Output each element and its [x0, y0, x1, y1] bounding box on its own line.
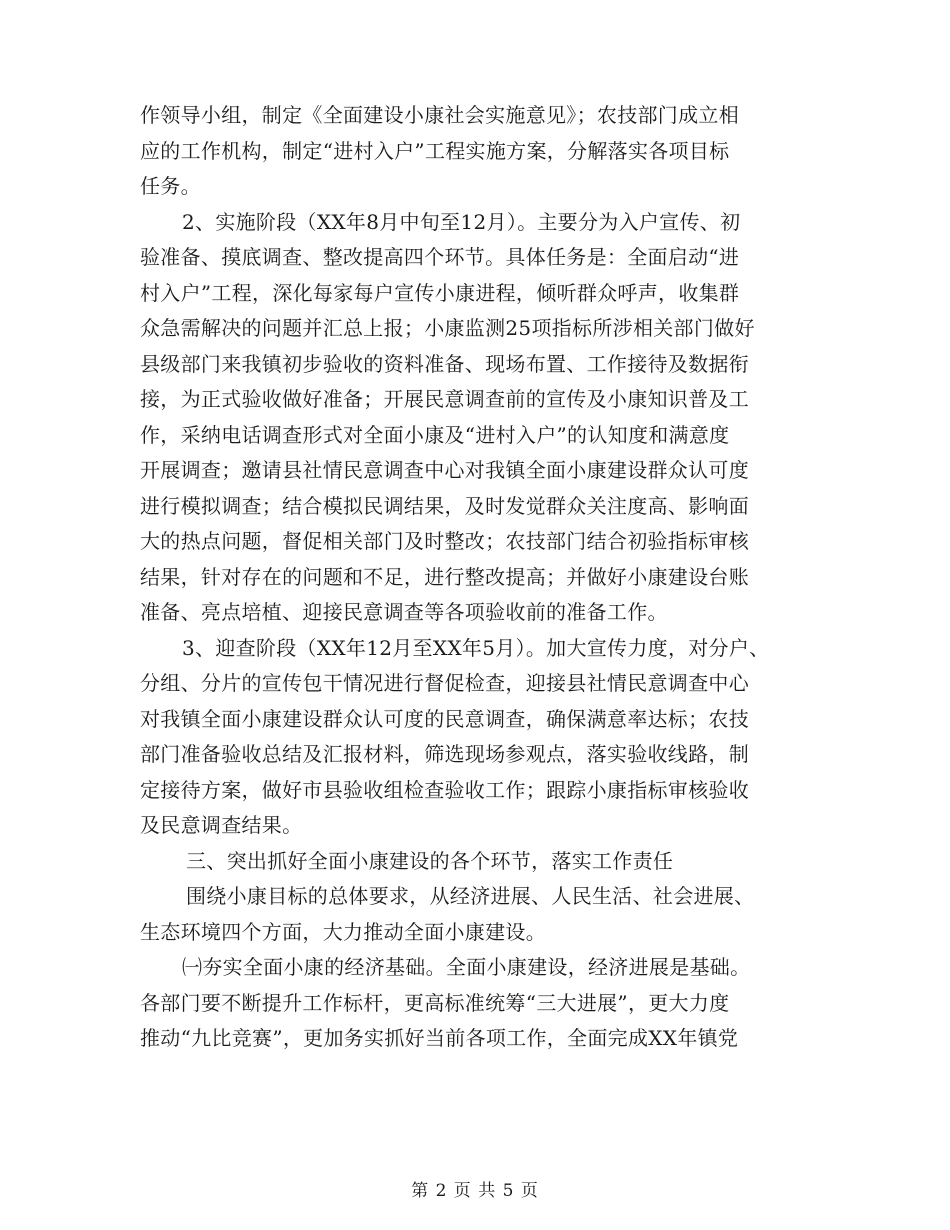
text-line: 县级部门来我镇初步验收的资料准备、现场布置、工作接待及数据衔: [140, 351, 749, 376]
text-line: ㈠夯实全面小康的经济基础。全面小康建设，经济进展是基础。: [182, 955, 751, 979]
paragraph-stage-2: [140, 205, 830, 631]
text-line: 验准备、摸底调查、整改提高四个环节。具体任务是：全面启动“进: [140, 245, 740, 269]
text-line: 大的热点问题，督促相关部门及时整改；农技部门结合初验指标审核: [140, 529, 749, 553]
text-line: 开展调查；邀请县社情民意调查中心对我镇全面小康建设群众认可度: [140, 458, 749, 482]
text-line: 3、迎查阶段（XX年12月至XX年5月）。加大宣传力度，对分户、: [182, 635, 770, 660]
paragraph-section-intro: [140, 879, 830, 950]
text-line: 及民意调查结果。: [140, 813, 303, 837]
text-line: 任务。: [140, 174, 201, 198]
paragraph-continued: [140, 98, 830, 205]
section-heading-text: 三、突出抓好全面小康建设的各个环节，落实工作责任: [186, 848, 674, 873]
text-line: 推动“九比竞赛”，更加务实抓好当前各项工作，全面完成XX年镇党: [140, 1026, 739, 1050]
text-line: 作领导小组，制定《全面建设小康社会实施意见》；农技部门成立相: [140, 103, 739, 127]
text-line: 定接待方案，做好市县验收组检查验收工作；跟踪小康指标审核验收: [140, 777, 749, 802]
text-line: 分组、分片的宣传包干情况进行督促检查，迎接县社情民意调查中心: [140, 671, 749, 695]
text-line: 众急需解决的问题并汇总上报；小康监测25项指标所涉相关部门做好: [140, 316, 755, 340]
text-line: 准备、亮点培植、迎接民意调查等各项验收前的准备工作。: [140, 600, 668, 624]
paragraph-economic-base: [140, 950, 830, 1057]
text-line: 对我镇全面小康建设群众认可度的民意调查，确保满意率达标；农技: [140, 706, 749, 731]
text-line: 各部门要不断提升工作标杆，更高标准统筹“三大进展”，更大力度: [140, 990, 730, 1015]
text-line: 应的工作机构，制定“进村入户”工程实施方案，分解落实各项目标: [140, 138, 730, 163]
text-line: 2、实施阶段（XX年8月中旬至12月）。主要分为入户宣传、初: [182, 209, 741, 234]
text-line: 部门准备验收总结及汇报材料，筛选现场参观点，落实验收线路，制: [140, 742, 749, 766]
text-line: 村入户”工程，深化每家每户宣传小康进程，倾听群众呼声，收集群: [140, 280, 740, 305]
text-line: 接，为正式验收做好准备；开展民意调查前的宣传及小康知识普及工: [140, 387, 749, 411]
page-number-label: 第 2 页 共 5 页: [411, 1181, 539, 1201]
section-heading: [140, 844, 830, 880]
text-line: 作，采纳电话调查形式对全面小康及“进村入户”的认知度和满意度: [140, 422, 730, 447]
text-line: 结果，针对存在的问题和不足，进行整改提高；并做好小康建设台账: [140, 564, 749, 589]
text-line: 围绕小康目标的总体要求，从经济进展、人民生活、社会进展、: [186, 884, 755, 908]
document-body: [140, 98, 830, 1057]
paragraph-stage-3: [140, 631, 830, 844]
page-footer: [0, 1176, 950, 1201]
text-line: 进行模拟调查；结合模拟民调结果，及时发觉群众关注度高、影响面: [140, 493, 749, 518]
text-line: 生态环境四个方面，大力推动全面小康建设。: [140, 919, 546, 944]
